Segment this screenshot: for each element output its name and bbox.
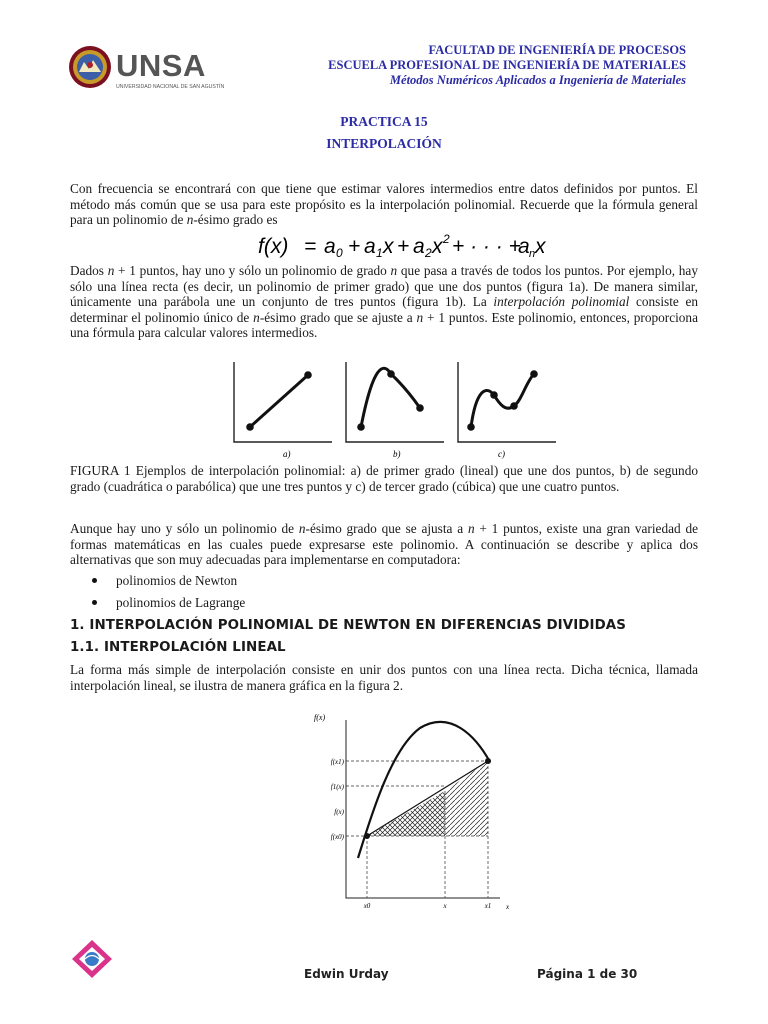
section-1-heading: 1. INTERPOLACIÓN POLINOMIAL DE NEWTON EN DIFERENCIAS DIVIDIDAS (70, 618, 627, 633)
header-course: Métodos Numéricos Aplicados a Ingeniería de Materiales (389, 73, 686, 87)
fig2-xtick-x0: x0 (363, 902, 371, 910)
svg-text:a: a (413, 235, 425, 258)
formula-render (258, 232, 548, 262)
svg-text:+ · · · +: + · · · + (452, 235, 521, 258)
unsa-logo (68, 42, 228, 94)
fig1-label-b: b) (393, 449, 401, 459)
svg-text:a: a (324, 235, 336, 258)
section-1-1-heading: 1.1. INTERPOLACIÓN LINEAL (70, 640, 286, 655)
fig2-ytick-f1x: f1(x) (330, 783, 344, 791)
figure-2 (310, 710, 530, 915)
alternatives-paragraph: Aunque hay uno y sólo un polinomio de n-ésimo grado que se ajusta a n + 1 puntos, existe una gran variedad de formas matemáticas en las cuales puede expresarse este polinomio. A continuación se describe y aplica dos alternativas que son muy adecuadas para implementarse en computadora: (70, 521, 698, 567)
svg-text:+: + (397, 235, 410, 258)
fig2-ylabel: f(x) (314, 713, 326, 722)
svg-text:f(x): f(x) (258, 235, 289, 258)
fig2-ytick-fx1: f(x1) (330, 758, 344, 766)
header-faculty: FACULTAD DE INGENIERÍA DE PROCESOS (428, 43, 686, 57)
svg-text:x: x (383, 235, 394, 258)
intro-paragraph: Con frecuencia se encontrará con que tiene que estimar valores intermedios entre datos definidos por puntos. El método más común que se usa para este propósito es la interpolación polinomial. Recuerde que la fórmula general para un polinomio de n-ésimo grado es (70, 181, 698, 227)
svg-text:x: x (432, 235, 443, 258)
fig2-xtick-x1: x1 (484, 902, 492, 910)
svg-text:0: 0 (336, 246, 343, 260)
practice-title: PRACTICA 15 (340, 114, 428, 129)
svg-text:2: 2 (443, 232, 450, 246)
figure-1c (458, 362, 556, 459)
svg-text:a: a (518, 235, 530, 258)
svg-text:a: a (364, 235, 376, 258)
fig2-ytick-fx: f(x) (334, 808, 344, 816)
logo-text: UNSA (116, 48, 206, 83)
fig2-xtick-x: x (443, 902, 447, 910)
fig2-ytick-fx0: f(x0) (330, 833, 344, 841)
footer-author: Edwin Urday (304, 967, 389, 981)
header-school: ESCUELA PROFESIONAL DE INGENIERÍA DE MATERIALES (328, 58, 686, 72)
topic-title: INTERPOLACIÓN (326, 136, 442, 151)
figure-1-caption: FIGURA 1 Ejemplos de interpolación polinomial: a) de primer grado (lineal) que une dos puntos, b) de segundo grado (cuadrática o parabólica) que une tres puntos y c) de tercer grado (cúbica) que une cuatro puntos. (70, 463, 698, 494)
footer-logo (70, 938, 114, 980)
figure-1 (228, 360, 558, 460)
svg-text:=: = (304, 235, 317, 258)
svg-text:+: + (348, 235, 361, 258)
figure-1b (346, 362, 444, 459)
fig2-xlabel: x (506, 903, 510, 911)
linear-interpolation-paragraph: La forma más simple de interpolación consiste en unir dos puntos con una línea recta. Dicha técnica, llamada interpolación lineal, se ilustra de manera gráfica en la figura 2. (70, 662, 698, 693)
svg-text:2: 2 (425, 246, 432, 260)
svg-text:1: 1 (376, 246, 383, 260)
figure-1a (234, 362, 332, 459)
logo-subtitle: UNIVERSIDAD NACIONAL DE SAN AGUSTÍN (116, 84, 225, 90)
fig1-label-a: a) (283, 449, 291, 459)
svg-text:x: x (535, 235, 546, 258)
footer-page-number: Página 1 de 30 (537, 967, 638, 981)
points-paragraph: Dados n + 1 puntos, hay uno y sólo un polinomio de grado n que pasa a través de todos los puntos. Por ejemplo, hay sólo una línea recta (es decir, un polinomio de primer grado) que une dos puntos (figura 1a). De manera similar, únicamente una parábola une un conjunto de tres puntos (figura 1b). La interpolación polinomial consiste en determinar el polinomio único de n-ésimo grado que se ajuste a n + 1 puntos. Este polinomio, entonces, proporciona una fórmula para calcular valores intermedios. (70, 263, 699, 340)
svg-text:n: n (529, 248, 536, 260)
fig1-label-c: c) (498, 449, 505, 459)
